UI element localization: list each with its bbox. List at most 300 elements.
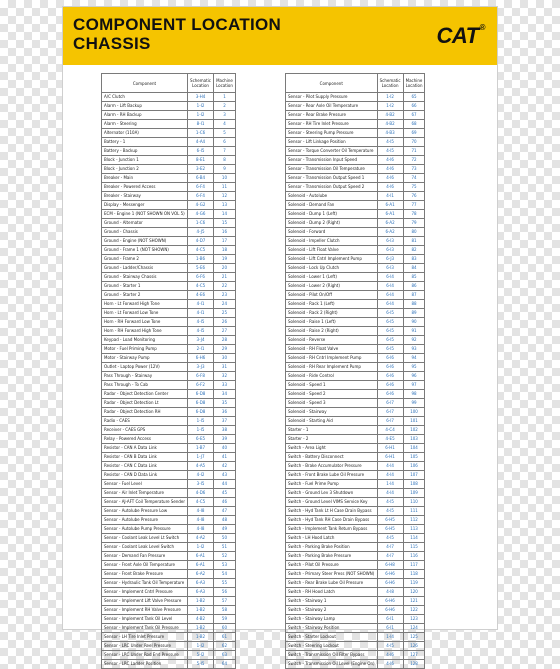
schematic-location-cell: 1-I4	[377, 480, 403, 489]
component-cell: Sensor - Pilot Supply Pressure	[286, 93, 378, 102]
component-cell: Switch - Parking Brake Pressure	[286, 552, 378, 561]
component-cell: Switch - Front Brake Lube Oil Pressure	[286, 471, 378, 480]
component-cell: Solenoid - Speed 1	[286, 381, 378, 390]
schematic-location-cell: 4-G2	[188, 201, 214, 210]
schematic-location-cell: 6-A3	[188, 588, 214, 597]
component-cell: Solenoid - RH Cntrl Implement Pump	[286, 354, 378, 363]
machine-location-cell: 63	[214, 651, 236, 660]
component-cell: Solenoid - Lower 1 (Left)	[286, 273, 378, 282]
table-row	[102, 606, 236, 615]
machine-location-cell: 50	[214, 534, 236, 543]
component-cell: Outlet - Laptop Power (12V)	[102, 363, 188, 372]
column-header-schematic-location: Schematic Location	[377, 74, 403, 93]
machine-location-cell: 71	[403, 147, 425, 156]
table-row	[286, 318, 425, 327]
table-row	[286, 192, 425, 201]
machine-location-cell: 124	[403, 624, 425, 633]
table-row	[286, 345, 425, 354]
table-row	[286, 408, 425, 417]
component-cell: Sensor - Coolant Leak Level Switch	[102, 543, 188, 552]
component-cell: Switch - Hyd Tank Lt H Case Drain Bypass	[286, 507, 378, 516]
machine-location-cell: 5	[214, 129, 236, 138]
component-cell: Sensor - Rear Axle Oil Temperature	[286, 102, 378, 111]
schematic-location-cell: 6-I5	[377, 318, 403, 327]
schematic-location-cell: 6-E5	[188, 435, 214, 444]
component-cell: Ground - Starter 1	[102, 282, 188, 291]
machine-location-cell: 87	[403, 291, 425, 300]
schematic-location-cell: 1-I2	[188, 642, 214, 651]
machine-location-cell: 45	[214, 489, 236, 498]
machine-location-cell: 107	[403, 471, 425, 480]
component-cell: Ground - Alternator	[102, 219, 188, 228]
table-row	[286, 363, 425, 372]
schematic-location-cell: 6-H6	[377, 579, 403, 588]
component-cell: Ground - Engine (NOT SHOWN)	[102, 237, 188, 246]
component-cell: Sensor - Implement Tank Oil Level	[102, 615, 188, 624]
machine-location-cell: 4	[214, 120, 236, 129]
table-row	[286, 372, 425, 381]
table-row	[102, 471, 236, 480]
component-cell: Solenoid - Autolube	[286, 192, 378, 201]
component-cell: Sensor - LRC Ladder Position	[102, 660, 188, 669]
machine-location-cell: 21	[214, 273, 236, 282]
component-cell: Motor - Fuel Priming Pump	[102, 345, 188, 354]
machine-location-cell: 111	[403, 507, 425, 516]
machine-location-cell: 109	[403, 489, 425, 498]
table-row	[286, 543, 425, 552]
table-row	[286, 516, 425, 525]
schematic-location-cell: 4-I5	[377, 147, 403, 156]
table-row	[286, 264, 425, 273]
schematic-location-cell: 1-C6	[188, 219, 214, 228]
machine-location-cell: 23	[214, 291, 236, 300]
machine-location-cell: 89	[403, 309, 425, 318]
machine-location-cell: 39	[214, 435, 236, 444]
schematic-location-cell: 1-I2	[377, 102, 403, 111]
machine-location-cell: 67	[403, 111, 425, 120]
schematic-location-cell: 4-I4	[377, 489, 403, 498]
schematic-location-cell: 6-I5	[377, 327, 403, 336]
component-cell: Sensor - Coolant Leak Level Lt Switch	[102, 534, 188, 543]
machine-location-cell: 101	[403, 417, 425, 426]
component-cell: Solenoid - Lift Cntrl Implement Pump	[286, 255, 378, 264]
table-row	[286, 309, 425, 318]
component-cell: Switch - RH Hood Latch	[286, 588, 378, 597]
schematic-location-cell: 6-I4	[377, 273, 403, 282]
table-row	[102, 201, 236, 210]
machine-location-cell: 24	[214, 300, 236, 309]
schematic-location-cell: 6-H6	[377, 606, 403, 615]
table-row	[102, 462, 236, 471]
component-cell: Solenoid - Lift Float Valve	[286, 246, 378, 255]
component-cell: Sensor - RH Tire Inlet Pressure	[286, 120, 378, 129]
component-cell: Sensor - Transmission Input Speed	[286, 156, 378, 165]
table-row	[286, 561, 425, 570]
table-row	[286, 300, 425, 309]
column-header-component: Component	[102, 74, 188, 93]
component-cell: Sensor - Autolube Pressure	[102, 516, 188, 525]
table-row	[102, 453, 236, 462]
component-cell: Resistor - CAN A Data Link	[102, 444, 188, 453]
table-row	[286, 570, 425, 579]
machine-location-cell: 30	[214, 354, 236, 363]
schematic-location-cell: 4-A4	[188, 138, 214, 147]
schematic-location-cell: 4-I6	[377, 165, 403, 174]
table-row	[102, 291, 236, 300]
component-cell: Ground - Frame 2	[102, 255, 188, 264]
component-cell: Sensor - Implement Cntrl Pressure	[102, 588, 188, 597]
table-row	[102, 138, 236, 147]
schematic-location-cell: 1-I4	[377, 633, 403, 642]
machine-location-cell: 116	[403, 552, 425, 561]
table-row	[286, 156, 425, 165]
schematic-location-cell: 6-I6	[377, 354, 403, 363]
schematic-location-cell: 4-B2	[377, 111, 403, 120]
component-cell: Motor - Stairway Pump	[102, 354, 188, 363]
component-cell: Solenoid - Ride Control	[286, 372, 378, 381]
machine-location-cell: 25	[214, 309, 236, 318]
schematic-location-cell: 6-I7	[377, 408, 403, 417]
machine-location-cell: 46	[214, 498, 236, 507]
component-cell: Switch - Primary Steer Press (NOT SHOWN)	[286, 570, 378, 579]
schematic-location-cell: 6-I1	[377, 624, 403, 633]
table-row	[102, 156, 236, 165]
machine-location-cell: 127	[403, 651, 425, 660]
table-row	[102, 642, 236, 651]
machine-location-cell: 60	[214, 624, 236, 633]
machine-location-cell: 70	[403, 138, 425, 147]
document-title	[73, 15, 281, 53]
schematic-location-cell: 6-A2	[188, 570, 214, 579]
machine-location-cell: 65	[403, 93, 425, 102]
machine-location-cell: 112	[403, 516, 425, 525]
table-row	[286, 255, 425, 264]
machine-location-cell: 95	[403, 363, 425, 372]
column-header-component: Component	[286, 74, 378, 93]
table-row	[286, 534, 425, 543]
schematic-location-cell: 4-D6	[188, 489, 214, 498]
machine-location-cell: 27	[214, 327, 236, 336]
table-row	[102, 390, 236, 399]
component-cell: A/C Clutch	[102, 93, 188, 102]
machine-location-cell: 81	[403, 237, 425, 246]
schematic-location-cell: 4-I1	[188, 300, 214, 309]
schematic-location-cell: 1-B2	[188, 606, 214, 615]
machine-location-cell: 83	[403, 255, 425, 264]
machine-location-cell: 79	[403, 219, 425, 228]
schematic-location-cell: 6-I5	[377, 336, 403, 345]
table-row	[102, 255, 236, 264]
schematic-location-cell: 6-I4	[377, 282, 403, 291]
table-row	[102, 579, 236, 588]
table-row	[286, 525, 425, 534]
schematic-location-cell: 6-F8	[188, 372, 214, 381]
table-row	[102, 597, 236, 606]
machine-location-cell: 117	[403, 561, 425, 570]
component-cell: Solenoid - Raise 1 (Left)	[286, 318, 378, 327]
schematic-location-cell: 6-A1	[377, 210, 403, 219]
table-header-row	[286, 74, 425, 93]
machine-location-cell: 26	[214, 318, 236, 327]
table-row	[286, 633, 425, 642]
component-cell: Breaker - Powered Access	[102, 183, 188, 192]
machine-location-cell: 121	[403, 597, 425, 606]
table-row	[286, 660, 425, 669]
schematic-location-cell: 4-I5	[188, 327, 214, 336]
table-row	[286, 282, 425, 291]
machine-location-cell: 110	[403, 498, 425, 507]
component-cell: Ground - Starter 2	[102, 291, 188, 300]
machine-location-cell: 78	[403, 210, 425, 219]
schematic-location-cell: 4-I7	[377, 552, 403, 561]
table-row	[286, 579, 425, 588]
table-row	[286, 390, 425, 399]
machine-location-cell: 94	[403, 354, 425, 363]
machine-location-cell: 74	[403, 174, 425, 183]
machine-location-cell: 12	[214, 192, 236, 201]
machine-location-cell: 20	[214, 264, 236, 273]
machine-location-cell: 47	[214, 507, 236, 516]
table-row	[102, 246, 236, 255]
schematic-location-cell: 5-E6	[188, 264, 214, 273]
schematic-location-cell: 4-I7	[377, 543, 403, 552]
machine-location-cell: 56	[214, 588, 236, 597]
schematic-location-cell: 5-I5	[188, 660, 214, 669]
machine-location-cell: 69	[403, 129, 425, 138]
table-row	[286, 291, 425, 300]
schematic-location-cell: 4-B3	[377, 129, 403, 138]
component-cell: Solenoid - Dump 2 (Right)	[286, 219, 378, 228]
component-cell: Solenoid - Lower 2 (Right)	[286, 282, 378, 291]
component-cell: Switch - Implement Tank Return Bypass	[286, 525, 378, 534]
table-row	[286, 435, 425, 444]
component-cell: Sensor - Lift Linkage Position	[286, 138, 378, 147]
component-cell: Battery - Backup	[102, 147, 188, 156]
schematic-location-cell: 4-I6	[377, 651, 403, 660]
table-row	[286, 606, 425, 615]
table-row	[286, 417, 425, 426]
component-cell: Sensor - Autolube Pump Pressure	[102, 525, 188, 534]
table-row	[286, 219, 425, 228]
machine-location-cell: 108	[403, 480, 425, 489]
machine-location-cell: 22	[214, 282, 236, 291]
schematic-location-cell: 6-I6	[377, 363, 403, 372]
schematic-location-cell: 6-H8	[377, 561, 403, 570]
table-row	[286, 183, 425, 192]
table-row	[102, 444, 236, 453]
table-row	[102, 372, 236, 381]
table-row	[102, 318, 236, 327]
schematic-location-cell: 1-I5	[188, 426, 214, 435]
machine-location-cell: 61	[214, 633, 236, 642]
component-cell: Sensor - Front Brake Pressure	[102, 570, 188, 579]
table-row	[102, 345, 236, 354]
schematic-location-cell: 4-I5	[377, 507, 403, 516]
component-cell: Display - Messenger	[102, 201, 188, 210]
component-cell: Alarm - Lift Backup	[102, 102, 188, 111]
component-cell: Solenoid - Forward	[286, 228, 378, 237]
table-row	[286, 471, 425, 480]
table-row	[286, 237, 425, 246]
table-header-row	[102, 74, 236, 93]
machine-location-cell: 128	[403, 660, 425, 669]
schematic-location-cell: 1-I5	[188, 417, 214, 426]
component-cell: Switch - Area Light	[286, 444, 378, 453]
table-row	[102, 327, 236, 336]
machine-location-cell: 58	[214, 606, 236, 615]
schematic-location-cell: 4-A2	[188, 534, 214, 543]
table-row	[286, 201, 425, 210]
table-row	[102, 507, 236, 516]
table-row	[102, 363, 236, 372]
table-row	[102, 381, 236, 390]
schematic-location-cell: 6-H6	[377, 597, 403, 606]
schematic-location-cell: 6-H6	[188, 354, 214, 363]
right-component-table	[285, 73, 425, 669]
machine-location-cell: 8	[214, 156, 236, 165]
table-row	[102, 534, 236, 543]
component-cell: Sensor - Implement Lift Valve Pressure	[102, 597, 188, 606]
table-row	[286, 336, 425, 345]
component-cell: Solenoid - RH Rear Implement Pump	[286, 363, 378, 372]
schematic-location-cell: 4-I1	[377, 192, 403, 201]
document-page	[62, 6, 498, 666]
logo-text: CAT	[436, 23, 479, 48]
table-row	[286, 651, 425, 660]
machine-location-cell: 51	[214, 543, 236, 552]
schematic-location-cell: 6-I6	[377, 390, 403, 399]
table-row	[102, 435, 236, 444]
schematic-location-cell: 6-I6	[377, 381, 403, 390]
component-cell: Sensor - Transmission Output Speed 1	[286, 174, 378, 183]
machine-location-cell: 28	[214, 336, 236, 345]
schematic-location-cell: 4-C5	[188, 246, 214, 255]
table-row	[102, 174, 236, 183]
table-row	[286, 462, 425, 471]
component-cell: Radar - Object Detection Lt	[102, 399, 188, 408]
component-cell: Switch - Stairway Lamp	[286, 615, 378, 624]
schematic-location-cell: 1-I2	[188, 111, 214, 120]
table-row	[286, 111, 425, 120]
machine-location-cell: 13	[214, 201, 236, 210]
title-banner	[63, 7, 497, 65]
table-row	[286, 120, 425, 129]
component-cell: Switch - Ground Level VIMS Service Key	[286, 498, 378, 507]
table-row	[102, 660, 236, 669]
machine-location-cell: 31	[214, 363, 236, 372]
schematic-location-cell: 1-B6	[188, 255, 214, 264]
schematic-location-cell: 6-D8	[188, 399, 214, 408]
component-cell: Sensor - Hydraulic Tank Oil Temperature	[102, 579, 188, 588]
schematic-location-cell: 6-B4	[188, 174, 214, 183]
table-row	[286, 552, 425, 561]
component-cell: Switch - Transmission Oil Filter Bypass	[286, 651, 378, 660]
schematic-location-cell: 6-A2	[377, 228, 403, 237]
machine-location-cell: 98	[403, 390, 425, 399]
table-row	[102, 273, 236, 282]
component-cell: Solenoid - Dump 1 (Left)	[286, 210, 378, 219]
machine-location-cell: 99	[403, 399, 425, 408]
component-cell: ECM - Engine 1 (NOT SHOWN ON VOL 5)	[102, 210, 188, 219]
machine-location-cell: 122	[403, 606, 425, 615]
table-row	[102, 624, 236, 633]
schematic-location-cell: 6-H6	[377, 570, 403, 579]
table-row	[102, 129, 236, 138]
table-row	[286, 426, 425, 435]
table-row	[102, 561, 236, 570]
table-row	[286, 102, 425, 111]
machine-location-cell: 38	[214, 426, 236, 435]
machine-location-cell: 10	[214, 174, 236, 183]
table-row	[286, 588, 425, 597]
machine-location-cell: 49	[214, 525, 236, 534]
schematic-location-cell: 1-J7	[188, 453, 214, 462]
machine-location-cell: 90	[403, 318, 425, 327]
table-row	[286, 147, 425, 156]
component-cell: Ground - Stairway Chassis	[102, 273, 188, 282]
table-row	[102, 300, 236, 309]
schematic-location-cell: 6-A3	[188, 579, 214, 588]
component-cell: Ground - Chassis	[102, 228, 188, 237]
component-cell: Switch - Pilot Oil Pressure	[286, 561, 378, 570]
schematic-location-cell: 4-G6	[188, 210, 214, 219]
table-row	[286, 399, 425, 408]
schematic-location-cell: 4-I5	[377, 138, 403, 147]
table-row	[286, 273, 425, 282]
schematic-location-cell: 6-D8	[188, 408, 214, 417]
machine-location-cell: 1	[214, 93, 236, 102]
registered-mark: ®	[479, 23, 485, 32]
component-cell: Switch - Hyd Tank RH Case Drain Bypass	[286, 516, 378, 525]
schematic-location-cell: 6-F6	[188, 273, 214, 282]
schematic-location-cell: 6-I5	[377, 309, 403, 318]
table-row	[286, 597, 425, 606]
machine-location-cell: 105	[403, 453, 425, 462]
table-row	[102, 210, 236, 219]
schematic-location-cell: 3-J4	[188, 336, 214, 345]
machine-location-cell: 15	[214, 219, 236, 228]
schematic-location-cell: 4-I1	[188, 309, 214, 318]
table-row	[102, 399, 236, 408]
machine-location-cell: 62	[214, 642, 236, 651]
table-row	[102, 588, 236, 597]
component-cell: Radar - Object Detection Center	[102, 390, 188, 399]
table-row	[102, 183, 236, 192]
schematic-location-cell: 6-F4	[188, 192, 214, 201]
column-header-machine-location: Machine Location	[403, 74, 425, 93]
machine-location-cell: 91	[403, 327, 425, 336]
table-row	[286, 453, 425, 462]
machine-location-cell: 88	[403, 300, 425, 309]
table-row	[102, 543, 236, 552]
schematic-location-cell: 3-H4	[188, 93, 214, 102]
schematic-location-cell: 6-I5	[188, 147, 214, 156]
component-cell: Battery - 1	[102, 138, 188, 147]
machine-location-cell: 120	[403, 588, 425, 597]
component-cell: Pass Through - To Cab	[102, 381, 188, 390]
machine-location-cell: 103	[403, 435, 425, 444]
component-cell: Ground - Ladder/Chassis	[102, 264, 188, 273]
schematic-location-cell: 6-I3	[377, 264, 403, 273]
title-line-1: COMPONENT LOCATION	[73, 15, 282, 34]
machine-location-cell: 104	[403, 444, 425, 453]
title-line-2: CHASSIS	[73, 34, 151, 53]
schematic-location-cell: 3-J3	[188, 363, 214, 372]
schematic-location-cell: 4-I6	[377, 174, 403, 183]
schematic-location-cell: 4-I2	[188, 471, 214, 480]
machine-location-cell: 36	[214, 408, 236, 417]
component-cell: Ground - Frame 1 (NOT SHOWN)	[102, 246, 188, 255]
